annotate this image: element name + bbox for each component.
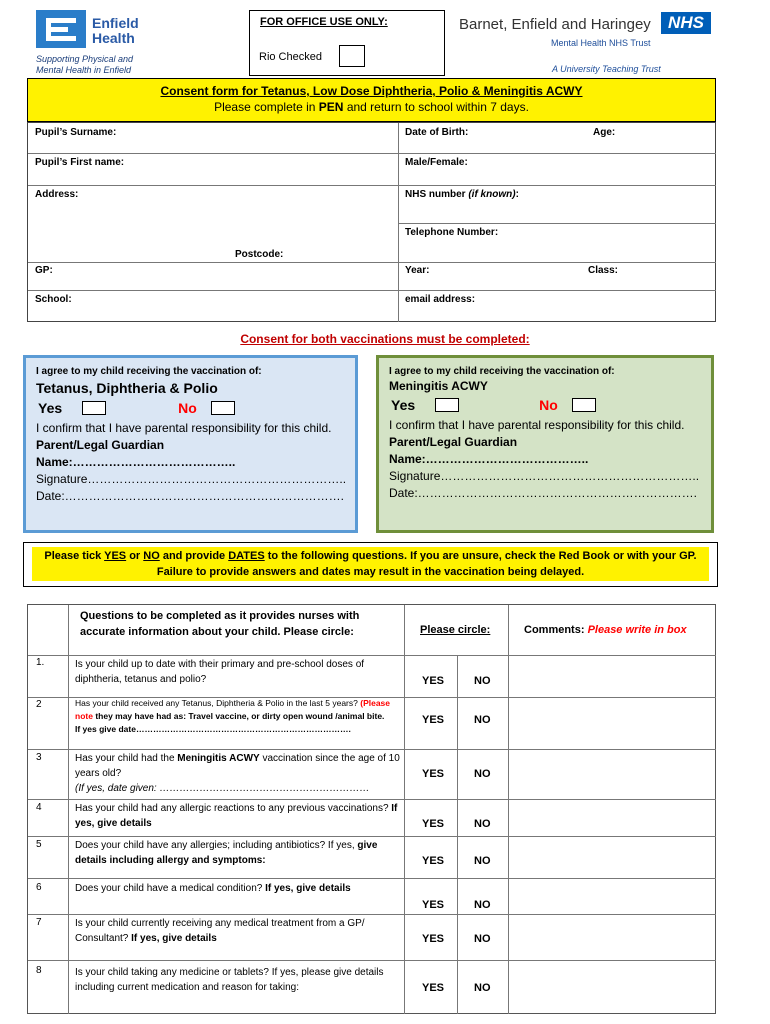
signature-field[interactable]: Signature………………………………………………………..	[389, 469, 700, 483]
no-checkbox[interactable]	[211, 401, 235, 415]
instructions-box	[23, 542, 718, 587]
yes-checkbox[interactable]	[82, 401, 106, 415]
office-use-title: FOR OFFICE USE ONLY:	[260, 16, 388, 28]
trust-name: Barnet, Enfield and Haringey	[459, 16, 651, 33]
class-field[interactable]: Class:	[588, 265, 619, 276]
questions-table	[27, 604, 716, 1014]
yes-option[interactable]: YES	[422, 899, 445, 911]
yes-option[interactable]: YES	[422, 982, 445, 994]
question-number: 1.	[36, 657, 45, 668]
no-option[interactable]: NO	[474, 714, 491, 726]
form-title-banner	[27, 78, 716, 122]
email-field[interactable]: email address:	[405, 294, 476, 305]
question-text: Is your child taking any medicine or tablets? If yes, please give details including current medication and reason for taking:	[75, 967, 384, 993]
no-label: No	[539, 397, 558, 413]
yes-option[interactable]: YES	[422, 818, 445, 830]
yes-checkbox[interactable]	[435, 398, 459, 412]
sex-field[interactable]: Male/Female:	[405, 157, 468, 168]
form-subtitle: Please complete in PEN and return to school within 7 days.	[214, 100, 529, 114]
question-text: Has your child had any allergic reactions to any previous vaccinations? If yes, give details	[75, 803, 398, 829]
responsibility-statement: I confirm that I have parental responsibility for this child.	[389, 418, 685, 432]
first-name-field[interactable]: Pupil’s First name:	[35, 157, 125, 168]
no-option[interactable]: NO	[474, 982, 491, 994]
no-option[interactable]: NO	[474, 768, 491, 780]
question-number: 4	[36, 802, 42, 813]
enfield-logo-mark-icon	[36, 10, 86, 48]
guardian-name-field[interactable]: Name:…………………………………..	[389, 452, 589, 466]
postcode-field[interactable]: Postcode:	[235, 249, 284, 260]
questions-header: Questions to be completed as it provides nurses with accurate information about your child. Please circle:	[80, 610, 360, 638]
rio-checked-label: Rio Checked	[259, 51, 322, 63]
question-text: Is your child up to date with their primary and pre-school doses of diphtheria, tetanus and polio?	[75, 659, 365, 685]
nhs-logo: NHS	[661, 12, 711, 34]
guardian-label: Parent/Legal Guardian	[36, 438, 165, 452]
no-option[interactable]: NO	[474, 899, 491, 911]
question-number: 7	[36, 917, 42, 928]
question-text: Has your child received any Tetanus, Diphtheria & Polio in the last 5 years? (Please note they may have had as: Travel vaccine, or dirty open wound /animal bite. If yes give date………………………………………………………………….	[75, 698, 391, 734]
yes-no-row	[36, 398, 345, 418]
nhs-number-field[interactable]: NHS number (if known):	[405, 189, 519, 200]
org-name: Enfield Health	[92, 15, 139, 46]
question-text: Is your child currently receiving any medical treatment from a GP/ Consultant? If yes, give details	[75, 918, 365, 944]
gp-field[interactable]: GP:	[35, 265, 53, 276]
consent-both-heading: Consent for both vaccinations must be completed:	[240, 332, 530, 346]
comments-header: Comments: Please write in box	[524, 624, 687, 636]
dob-field[interactable]: Date of Birth:	[405, 127, 469, 138]
circle-header: Please circle:	[420, 624, 491, 636]
responsibility-statement: I confirm that I have parental responsibility for this child.	[36, 421, 332, 435]
pupil-details-grid	[27, 122, 716, 322]
no-label: No	[178, 400, 197, 416]
question-number: 6	[36, 882, 42, 893]
question-number: 8	[36, 965, 42, 976]
trust-subtitle: Mental Health NHS Trust	[551, 38, 651, 48]
guardian-name-field[interactable]: Name:…………………………………..	[36, 455, 236, 469]
date-field[interactable]: Date:…………………………………………………………….	[36, 489, 345, 503]
yes-option[interactable]: YES	[422, 855, 445, 867]
question-number: 5	[36, 839, 42, 850]
yes-no-row	[389, 395, 701, 415]
consent-box-tdp	[23, 355, 358, 533]
question-text: Has your child had the Meningitis ACWY vaccination since the age of 10 years old? (If yes, date given: ………………………………………………………	[75, 753, 400, 794]
office-use-box	[249, 10, 445, 76]
yes-label: Yes	[391, 397, 416, 413]
question-number: 2	[36, 699, 42, 710]
school-field[interactable]: School:	[35, 294, 72, 305]
trust-teaching-label: A University Teaching Trust	[552, 64, 661, 74]
question-text: Does your child have any allergies; including antibiotics? If yes, give details including allergy and symptoms:	[75, 840, 378, 866]
no-option[interactable]: NO	[474, 818, 491, 830]
surname-field[interactable]: Pupil’s Surname:	[35, 127, 117, 138]
consent-intro: I agree to my child receiving the vaccination of:	[36, 366, 262, 377]
guardian-label: Parent/Legal Guardian	[389, 435, 518, 449]
consent-intro: I agree to my child receiving the vaccination of:	[389, 366, 615, 377]
vaccine-name: Tetanus, Diphtheria & Polio	[36, 380, 218, 396]
no-option[interactable]: NO	[474, 855, 491, 867]
yes-option[interactable]: YES	[422, 714, 445, 726]
rio-checked-checkbox[interactable]	[339, 45, 365, 67]
no-option[interactable]: NO	[474, 675, 491, 687]
no-checkbox[interactable]	[572, 398, 596, 412]
no-option[interactable]: NO	[474, 933, 491, 945]
vaccine-name: Meningitis ACWY	[389, 379, 488, 393]
consent-box-menacwy	[376, 355, 714, 533]
instructions-text: Please tick YES or NO and provide DATES to the following questions. If you are unsure, check the Red Book or with your GP. Failure to provide answers and dates may result in the vaccination being delayed.	[32, 547, 709, 581]
org-tagline: Supporting Physical and Mental Health in Enfield	[36, 54, 134, 75]
question-number: 3	[36, 752, 42, 763]
form-title: Consent form for Tetanus, Low Dose Diphtheria, Polio & Meningitis ACWY	[160, 84, 583, 98]
yes-option[interactable]: YES	[422, 933, 445, 945]
question-text: Does your child have a medical condition? If yes, give details	[75, 883, 351, 894]
age-field[interactable]: Age:	[593, 127, 616, 138]
enfield-health-logo	[36, 10, 176, 78]
yes-option[interactable]: YES	[422, 675, 445, 687]
yes-label: Yes	[38, 400, 63, 416]
year-field[interactable]: Year:	[405, 265, 430, 276]
telephone-field[interactable]: Telephone Number:	[405, 227, 499, 238]
signature-field[interactable]: Signature………………………………………………………..	[36, 472, 347, 486]
address-field[interactable]: Address:	[35, 189, 79, 200]
date-field[interactable]: Date:…………………………………………………………….	[389, 486, 698, 500]
yes-option[interactable]: YES	[422, 768, 445, 780]
